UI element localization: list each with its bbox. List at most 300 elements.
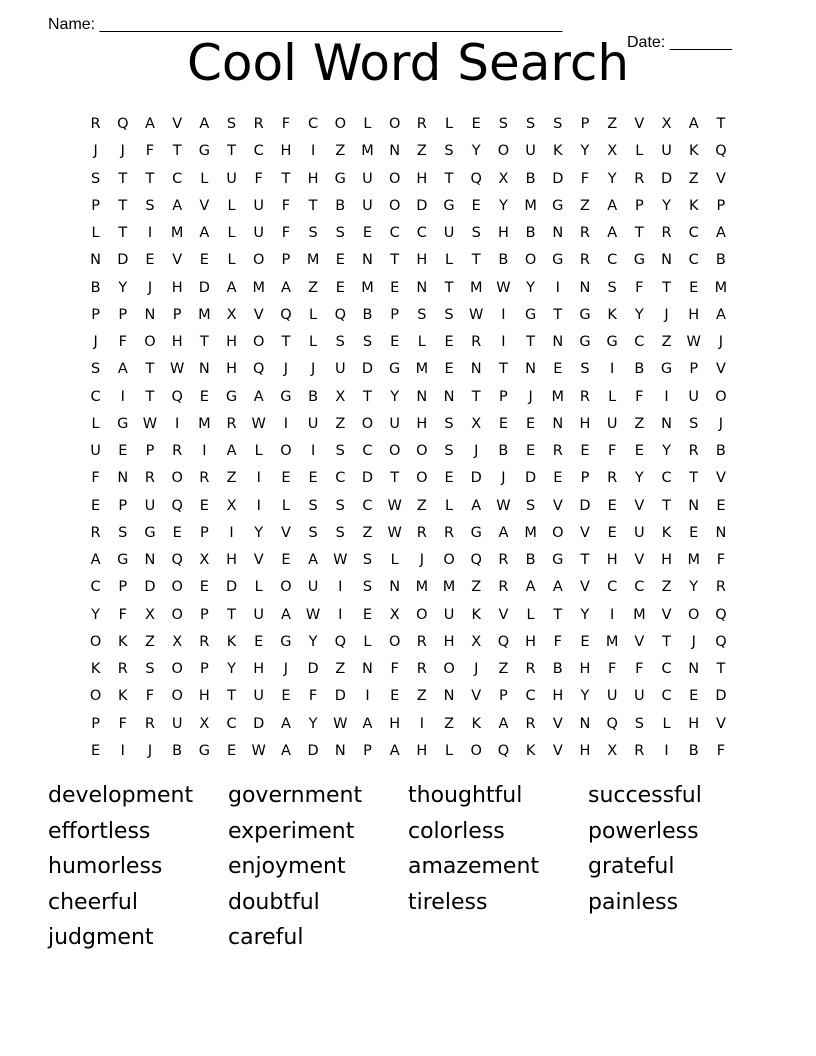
grid-letter: D	[715, 688, 727, 705]
grid-letter: B	[552, 661, 563, 677]
grid-letter: L	[200, 170, 209, 187]
grid-letter: O	[280, 579, 292, 596]
grid-letter: T	[145, 170, 155, 187]
grid-letter: C	[416, 225, 427, 241]
grid-letter: Q	[497, 742, 510, 759]
grid-letter: I	[501, 334, 506, 350]
grid-letter: O	[171, 579, 183, 596]
grid-letter: Y	[498, 197, 508, 214]
grid-letter: R	[498, 579, 509, 596]
grid-letter: L	[444, 497, 454, 514]
grid-letter: U	[443, 225, 455, 241]
grid-letter: U	[90, 443, 101, 459]
grid-letter: P	[172, 306, 182, 323]
grid-letter: V	[552, 497, 563, 514]
grid-letter: T	[281, 170, 291, 187]
grid-letter: T	[444, 170, 454, 187]
grid-letter: N	[552, 415, 564, 432]
grid-letter: A	[498, 715, 509, 732]
grid-letter: R	[525, 715, 536, 732]
grid-letter: P	[91, 197, 100, 214]
grid-letter: Y	[662, 443, 671, 459]
grid-letter: B	[335, 197, 346, 214]
grid-letter: E	[498, 415, 508, 432]
grid-letter: T	[471, 388, 481, 405]
grid-letter: V	[172, 252, 183, 269]
grid-letter: E	[199, 388, 209, 405]
grid-letter: O	[171, 688, 183, 705]
word-list-item: colorless	[408, 818, 505, 844]
grid-letter: J	[528, 388, 533, 405]
grid-letter: P	[689, 361, 699, 378]
grid-letter: W	[333, 715, 348, 732]
grid-letter: O	[334, 116, 346, 132]
grid-letter: J	[501, 470, 506, 487]
grid-letter: S	[335, 443, 345, 459]
grid-letter: S	[145, 197, 155, 214]
grid-letter: M	[605, 633, 619, 650]
grid-letter: U	[362, 170, 373, 187]
grid-letter: Z	[498, 661, 509, 677]
grid-letter: I	[610, 606, 615, 623]
grid-letter: P	[580, 470, 590, 487]
grid-letter: J	[474, 443, 479, 459]
grid-letter: H	[226, 334, 237, 350]
grid-letter: U	[634, 524, 645, 541]
grid-letter: U	[634, 688, 645, 705]
grid-letter: R	[416, 524, 427, 541]
name-field-label: Name: ____________________________________________________	[48, 16, 563, 33]
grid-letter: G	[334, 170, 346, 187]
grid-letter: A	[389, 742, 400, 759]
grid-letter: L	[444, 116, 454, 132]
grid-letter: F	[281, 197, 291, 214]
grid-letter: F	[145, 688, 155, 705]
grid-letter: T	[118, 197, 128, 214]
grid-letter: G	[117, 415, 129, 432]
grid-letter: A	[90, 552, 101, 568]
grid-letter: N	[416, 388, 428, 405]
grid-letter: H	[552, 688, 564, 705]
grid-letter: G	[552, 252, 564, 269]
grid-letter: W	[142, 415, 158, 432]
grid-letter: E	[580, 633, 590, 650]
word-list	[48, 778, 768, 956]
grid-letter: T	[390, 470, 400, 487]
grid-letter: U	[253, 688, 265, 705]
grid-letter: O	[388, 170, 401, 187]
grid-letter: M	[551, 388, 565, 405]
grid-letter: L	[227, 225, 236, 241]
grid-letter: B	[715, 443, 726, 459]
grid-letter: O	[89, 633, 102, 650]
grid-letter: T	[227, 143, 236, 160]
grid-letter: K	[661, 524, 672, 541]
grid-letter: F	[580, 170, 590, 187]
grid-letter: A	[607, 225, 618, 241]
grid-letter: U	[362, 197, 373, 214]
grid-letter: F	[716, 552, 726, 568]
grid-letter: M	[198, 415, 211, 432]
grid-letter: F	[716, 742, 726, 759]
grid-letter: L	[363, 633, 372, 650]
grid-letter: W	[496, 279, 511, 296]
grid-letter: Y	[308, 633, 318, 650]
grid-letter: P	[199, 661, 209, 677]
word-list-item: amazement	[408, 854, 540, 879]
grid-letter: H	[579, 742, 591, 759]
grid-letter: R	[416, 633, 427, 650]
grid-letter: E	[689, 524, 699, 541]
grid-letter: L	[91, 225, 100, 241]
grid-letter: U	[389, 415, 400, 432]
grid-letter: H	[497, 225, 509, 241]
grid-letter: U	[443, 606, 455, 623]
grid-letter: S	[634, 715, 644, 732]
grid-letter: E	[91, 497, 101, 514]
grid-letter: O	[388, 443, 401, 459]
grid-letter: P	[91, 306, 100, 323]
grid-letter: T	[308, 197, 318, 214]
grid-letter: U	[688, 388, 700, 405]
grid-letter: H	[525, 633, 537, 650]
grid-letter: E	[281, 552, 291, 568]
grid-letter: E	[118, 443, 128, 459]
grid-letter: B	[362, 306, 373, 323]
grid-letter: J	[147, 279, 153, 296]
grid-letter: M	[714, 279, 728, 296]
grid-letter: G	[579, 306, 591, 323]
grid-letter: V	[634, 497, 645, 514]
grid-letter: C	[90, 388, 101, 405]
grid-letter: C	[362, 443, 373, 459]
grid-letter: H	[280, 143, 292, 160]
grid-letter: Y	[580, 688, 590, 705]
grid-letter: E	[335, 252, 345, 269]
grid-letter: M	[524, 524, 537, 541]
grid-letter: A	[226, 279, 237, 296]
grid-letter: E	[145, 252, 155, 269]
grid-letter: V	[580, 579, 590, 596]
grid-letter: E	[199, 579, 209, 596]
grid-letter: N	[144, 306, 156, 323]
grid-letter: P	[199, 606, 209, 623]
grid-letter: L	[363, 116, 372, 132]
grid-letter: A	[498, 524, 509, 541]
grid-letter: I	[365, 688, 370, 705]
grid-letter: S	[335, 334, 345, 350]
grid-letter: O	[253, 334, 265, 350]
grid-letter: L	[444, 252, 454, 269]
grid-letter: K	[118, 688, 128, 705]
grid-letter: Z	[335, 661, 346, 677]
grid-letter: X	[498, 170, 509, 187]
grid-letter: I	[310, 143, 316, 160]
grid-letter: B	[715, 252, 726, 269]
word-list-item: cheerful	[48, 889, 138, 915]
grid-letter: Y	[580, 606, 590, 623]
grid-letter: Z	[308, 279, 319, 296]
grid-letter: O	[416, 443, 428, 459]
grid-letter: T	[689, 470, 699, 487]
grid-letter: N	[144, 552, 156, 568]
grid-letter: H	[416, 415, 428, 432]
grid-letter: M	[415, 361, 429, 378]
grid-letter: A	[688, 116, 699, 132]
grid-letter: Q	[606, 715, 618, 732]
grid-letter: R	[199, 470, 210, 487]
grid-letter: F	[553, 633, 562, 650]
grid-letter: T	[553, 306, 563, 323]
grid-letter: T	[118, 170, 128, 187]
grid-letter: A	[471, 497, 482, 514]
grid-letter: C	[688, 225, 699, 241]
grid-letter: T	[145, 388, 155, 405]
grid-letter: O	[416, 606, 428, 623]
grid-letter: A	[199, 225, 210, 241]
grid-letter: A	[280, 606, 291, 623]
grid-letter: G	[280, 388, 292, 405]
grid-letter: N	[90, 252, 102, 269]
grid-letter: S	[580, 361, 590, 378]
grid-letter: C	[634, 334, 645, 350]
grid-letter: E	[444, 470, 454, 487]
grid-letter: B	[498, 443, 509, 459]
grid-letter: N	[362, 252, 373, 269]
grid-letter: H	[171, 334, 183, 350]
grid-letter: S	[417, 306, 427, 323]
grid-letter: X	[471, 415, 482, 432]
word-list-item: tireless	[408, 889, 488, 915]
grid-letter: R	[144, 470, 155, 487]
grid-letter: U	[525, 143, 536, 160]
grid-letter: W	[251, 742, 266, 759]
grid-letter: Y	[118, 279, 128, 296]
grid-letter: G	[198, 742, 210, 759]
grid-letter: S	[362, 579, 373, 596]
grid-letter: D	[525, 470, 537, 487]
grid-letter: S	[335, 497, 345, 514]
grid-letter: V	[280, 524, 291, 541]
grid-letter: Z	[335, 415, 346, 432]
grid-letter: O	[443, 552, 455, 568]
grid-letter: E	[390, 279, 400, 296]
grid-letter: Z	[634, 415, 645, 432]
grid-letter: D	[416, 197, 428, 214]
page-title: Cool Word Search	[186, 34, 630, 92]
grid-letter: R	[525, 661, 536, 677]
grid-letter: F	[635, 661, 644, 677]
grid-letter: A	[715, 306, 726, 323]
word-list-item: careful	[228, 925, 304, 950]
grid-letter: D	[579, 497, 591, 514]
header-fields	[48, 0, 748, 51]
grid-letter: P	[118, 306, 128, 323]
grid-letter: F	[607, 443, 617, 459]
grid-letter: V	[552, 742, 563, 759]
grid-letter: T	[118, 225, 128, 241]
grid-letter: R	[688, 443, 699, 459]
grid-letter: N	[389, 143, 401, 160]
grid-letter: E	[471, 197, 481, 214]
grid-letter: J	[718, 415, 724, 432]
grid-letter: S	[362, 552, 373, 568]
grid-letter: A	[172, 197, 183, 214]
grid-letter: F	[635, 279, 644, 296]
grid-letter: C	[661, 470, 672, 487]
grid-letter: B	[498, 252, 509, 269]
grid-letter: L	[417, 334, 426, 350]
grid-letter: H	[253, 661, 265, 677]
grid-letter: S	[525, 497, 536, 514]
grid-letter: T	[716, 116, 726, 132]
grid-letter: H	[198, 688, 210, 705]
grid-letter: R	[634, 170, 645, 187]
grid-letter: W	[469, 306, 484, 323]
grid-letter: E	[172, 524, 182, 541]
grid-letter: T	[145, 361, 155, 378]
grid-letter: L	[444, 742, 454, 759]
grid-letter: Q	[253, 361, 265, 378]
grid-letter: H	[226, 361, 237, 378]
grid-letter: S	[226, 116, 237, 132]
grid-letter: Z	[580, 197, 590, 214]
grid-letter: Q	[715, 633, 727, 650]
grid-letter: U	[661, 143, 672, 160]
grid-letter: E	[444, 361, 454, 378]
grid-letter: H	[443, 633, 455, 650]
grid-letter: J	[120, 143, 125, 160]
grid-letter: P	[390, 306, 400, 323]
grid-letter: D	[117, 252, 129, 269]
grid-letter: S	[335, 524, 345, 541]
grid-letter: U	[226, 170, 237, 187]
grid-letter: C	[90, 579, 101, 596]
grid-letter: R	[661, 225, 672, 241]
grid-letter: S	[444, 143, 454, 160]
grid-letter: A	[226, 443, 237, 459]
grid-letter: W	[251, 415, 266, 432]
grid-letter: P	[118, 579, 128, 596]
grid-letter: O	[89, 688, 102, 705]
grid-letter: L	[608, 388, 617, 405]
grid-letter: M	[442, 579, 456, 596]
grid-letter: Y	[580, 143, 590, 160]
grid-letter: P	[499, 688, 508, 705]
grid-letter: C	[607, 252, 618, 269]
grid-letter: M	[633, 606, 646, 623]
grid-letter: F	[635, 388, 644, 405]
grid-letter: T	[553, 606, 563, 623]
grid-letter: C	[172, 170, 183, 187]
grid-letter: V	[715, 715, 726, 732]
grid-letter: I	[664, 742, 669, 759]
grid-letter: T	[199, 334, 209, 350]
date-field-label: Date: _______	[627, 34, 732, 51]
grid-letter: T	[390, 252, 400, 269]
grid-letter: L	[526, 606, 535, 623]
grid-letter: H	[389, 715, 401, 732]
grid-letter: E	[281, 470, 291, 487]
grid-letter: M	[361, 143, 374, 160]
grid-letter: E	[226, 742, 237, 759]
grid-letter: G	[280, 633, 292, 650]
grid-letter: M	[524, 197, 537, 214]
grid-letter: B	[525, 170, 536, 187]
grid-letter: K	[607, 306, 617, 323]
grid-letter: N	[661, 252, 672, 269]
grid-letter: X	[226, 306, 237, 323]
grid-letter: U	[307, 579, 319, 596]
grid-letter: V	[634, 116, 645, 132]
grid-letter: Q	[334, 306, 346, 323]
grid-letter: I	[555, 279, 560, 296]
grid-letter: E	[335, 279, 345, 296]
grid-letter: T	[580, 552, 590, 568]
grid-letter: S	[90, 361, 101, 378]
grid-letter: Z	[688, 170, 699, 187]
grid-letter: M	[252, 279, 265, 296]
word-list-item: thoughtful	[408, 783, 523, 808]
grid-letter: O	[416, 470, 428, 487]
grid-letter: R	[416, 116, 427, 132]
grid-letter: O	[688, 606, 700, 623]
grid-letter: G	[660, 361, 673, 378]
grid-letter: G	[144, 524, 156, 541]
grid-letter: O	[470, 742, 482, 759]
grid-letter: I	[610, 361, 615, 378]
grid-letter: X	[661, 116, 672, 132]
grid-letter: U	[144, 497, 156, 514]
grid-letter: E	[199, 497, 209, 514]
grid-letter: V	[253, 306, 264, 323]
grid-letter: A	[117, 361, 128, 378]
grid-letter: U	[253, 197, 265, 214]
grid-letter: O	[388, 197, 401, 214]
grid-letter: C	[362, 497, 373, 514]
grid-letter: G	[470, 524, 482, 541]
grid-letter: A	[145, 116, 155, 132]
grid-letter: P	[118, 497, 128, 514]
grid-letter: I	[664, 388, 669, 405]
word-list-item: enjoyment	[228, 854, 346, 879]
grid-letter: N	[117, 470, 129, 487]
grid-letter: N	[362, 661, 373, 677]
grid-letter: M	[415, 579, 429, 596]
grid-letter: S	[308, 497, 318, 514]
grid-letter: H	[579, 415, 591, 432]
grid-letter: O	[171, 470, 183, 487]
grid-letter: L	[281, 497, 290, 514]
grid-letter: P	[363, 742, 372, 759]
grid-letter: O	[443, 661, 455, 677]
grid-letter: B	[525, 225, 536, 241]
grid-letter: M	[198, 306, 211, 323]
grid-letter: S	[471, 225, 481, 241]
grid-letter: Y	[689, 579, 699, 596]
grid-letter: R	[144, 715, 155, 732]
grid-letter: K	[688, 197, 699, 214]
grid-letter: X	[199, 715, 210, 732]
grid-letter: D	[307, 742, 319, 759]
grid-letter: Y	[607, 170, 617, 187]
grid-letter: S	[335, 225, 345, 241]
grid-letter: M	[170, 225, 184, 241]
grid-letter: B	[90, 279, 101, 296]
grid-letter: P	[199, 524, 209, 541]
grid-letter: P	[716, 197, 726, 214]
grid-letter: O	[524, 252, 537, 269]
